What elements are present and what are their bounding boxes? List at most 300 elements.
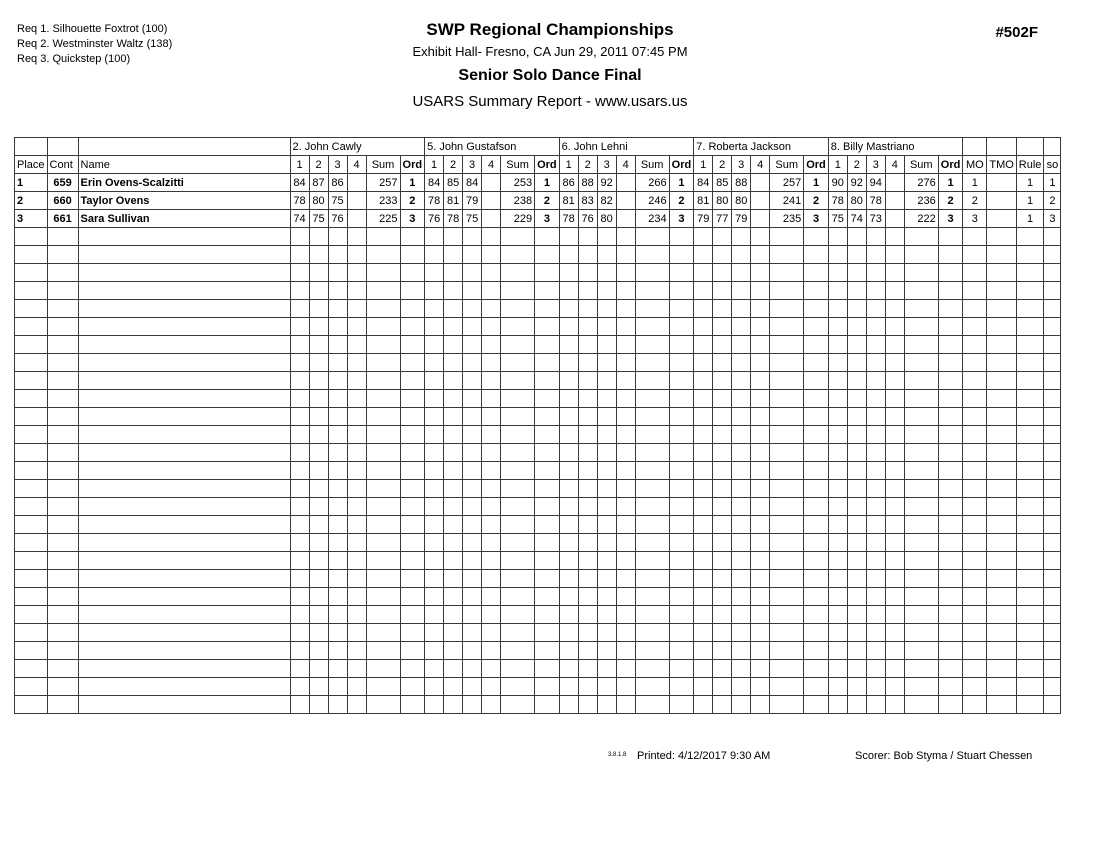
- score-cell: [616, 678, 635, 696]
- skater-name-cell: [78, 228, 290, 246]
- score-cell: [828, 408, 847, 426]
- score-cell: [290, 534, 309, 552]
- score-cell: [444, 354, 463, 372]
- score-cell: [559, 228, 578, 246]
- column-header: Sum: [501, 156, 535, 174]
- score-cell: [328, 498, 347, 516]
- ordinal-cell: [535, 570, 560, 588]
- sum-cell: [770, 606, 804, 624]
- sum-cell: [501, 606, 535, 624]
- ordinal-cell: [535, 426, 560, 444]
- score-cell: [751, 696, 770, 714]
- score-cell: [847, 300, 866, 318]
- tmo-cell: [987, 354, 1016, 372]
- place-cell: [15, 282, 48, 300]
- sum-cell: [770, 660, 804, 678]
- score-cell: [616, 192, 635, 210]
- contestant-number-cell: 661: [47, 210, 78, 228]
- score-cell: [444, 552, 463, 570]
- empty-row: [15, 354, 1061, 372]
- ordinal-cell: 2: [535, 192, 560, 210]
- place-cell: [15, 426, 48, 444]
- score-cell: [559, 516, 578, 534]
- score-cell: [463, 462, 482, 480]
- column-header: 3: [328, 156, 347, 174]
- sum-cell: [366, 354, 400, 372]
- sum-cell: 241: [770, 192, 804, 210]
- score-cell: [828, 426, 847, 444]
- score-cell: [559, 408, 578, 426]
- score-cell: [694, 264, 713, 282]
- score-cell: [578, 516, 597, 534]
- score-cell: [866, 642, 885, 660]
- score-cell: [290, 246, 309, 264]
- score-cell: [425, 372, 444, 390]
- score-cell: [444, 678, 463, 696]
- score-cell: [425, 390, 444, 408]
- ordinal-cell: [535, 642, 560, 660]
- score-cell: [885, 282, 904, 300]
- score-cell: [866, 282, 885, 300]
- so-cell: [1044, 588, 1061, 606]
- score-cell: [847, 444, 866, 462]
- score-cell: [463, 318, 482, 336]
- score-cell: [713, 678, 732, 696]
- sum-cell: [501, 552, 535, 570]
- sum-cell: 253: [501, 174, 535, 192]
- tmo-cell: [987, 552, 1016, 570]
- sum-cell: [501, 696, 535, 714]
- ordinal-cell: [400, 318, 425, 336]
- sum-cell: [904, 318, 938, 336]
- rule-cell: [1016, 552, 1044, 570]
- ordinal-cell: 3: [669, 210, 694, 228]
- sum-cell: [501, 624, 535, 642]
- sum-cell: [366, 444, 400, 462]
- column-header: Ord: [669, 156, 694, 174]
- rule-cell: [1016, 534, 1044, 552]
- blank-cell: [1016, 138, 1044, 156]
- ordinal-cell: [535, 678, 560, 696]
- sum-cell: [770, 246, 804, 264]
- skater-name-cell: [78, 444, 290, 462]
- so-cell: [1044, 660, 1061, 678]
- score-cell: [751, 552, 770, 570]
- score-cell: [732, 426, 751, 444]
- tmo-cell: [987, 444, 1016, 462]
- column-header: 4: [347, 156, 366, 174]
- sum-cell: [904, 552, 938, 570]
- score-cell: [347, 660, 366, 678]
- mo-cell: [963, 426, 987, 444]
- score-cell: [694, 552, 713, 570]
- skater-name-cell: Taylor Ovens: [78, 192, 290, 210]
- sum-cell: [501, 516, 535, 534]
- ordinal-cell: [804, 408, 829, 426]
- score-cell: [347, 192, 366, 210]
- score-cell: [713, 354, 732, 372]
- score-cell: [616, 228, 635, 246]
- ordinal-cell: [938, 300, 963, 318]
- score-cell: [732, 498, 751, 516]
- place-cell: [15, 228, 48, 246]
- score-cell: [559, 300, 578, 318]
- score-cell: [616, 642, 635, 660]
- score-cell: [559, 642, 578, 660]
- score-cell: [463, 516, 482, 534]
- score-cell: [559, 246, 578, 264]
- score-cell: [732, 300, 751, 318]
- score-cell: [328, 336, 347, 354]
- score-cell: [482, 606, 501, 624]
- score-cell: [578, 588, 597, 606]
- mo-cell: [963, 408, 987, 426]
- column-header: 4: [751, 156, 770, 174]
- score-cell: [559, 570, 578, 588]
- score-cell: [347, 624, 366, 642]
- score-cell: [751, 336, 770, 354]
- column-header: 2: [444, 156, 463, 174]
- ordinal-cell: [938, 696, 963, 714]
- score-cell: [847, 498, 866, 516]
- score-cell: [885, 480, 904, 498]
- sum-cell: [770, 516, 804, 534]
- blank-cell: [15, 138, 48, 156]
- ordinal-cell: [400, 588, 425, 606]
- score-cell: [828, 498, 847, 516]
- score-cell: [290, 318, 309, 336]
- sum-cell: [501, 480, 535, 498]
- score-cell: [885, 246, 904, 264]
- score-cell: [425, 480, 444, 498]
- ordinal-cell: [535, 606, 560, 624]
- blank-cell: [1044, 138, 1061, 156]
- sum-cell: [635, 534, 669, 552]
- skater-name-cell: [78, 372, 290, 390]
- sum-cell: [904, 300, 938, 318]
- so-cell: [1044, 624, 1061, 642]
- score-cell: [885, 570, 904, 588]
- score-cell: [713, 264, 732, 282]
- score-cell: [309, 372, 328, 390]
- score-cell: 83: [578, 192, 597, 210]
- tmo-cell: [987, 408, 1016, 426]
- ordinal-cell: [669, 246, 694, 264]
- score-cell: [559, 390, 578, 408]
- score-table: [14, 137, 1061, 714]
- empty-row: [15, 390, 1061, 408]
- score-cell: [309, 624, 328, 642]
- skater-name-cell: [78, 318, 290, 336]
- score-cell: [751, 192, 770, 210]
- tmo-cell: [987, 192, 1016, 210]
- ordinal-cell: [535, 318, 560, 336]
- score-cell: [597, 318, 616, 336]
- score-cell: [885, 390, 904, 408]
- score-cell: [885, 624, 904, 642]
- ordinal-cell: [669, 660, 694, 678]
- tmo-cell: [987, 624, 1016, 642]
- judge-header-row: [15, 138, 1061, 156]
- ordinal-cell: [669, 228, 694, 246]
- score-cell: [847, 426, 866, 444]
- so-cell: [1044, 318, 1061, 336]
- ordinal-cell: [400, 336, 425, 354]
- requirement-line: Req 2. Westminster Waltz (138): [17, 38, 173, 50]
- ordinal-cell: [400, 390, 425, 408]
- score-cell: [694, 336, 713, 354]
- column-header: Cont: [47, 156, 78, 174]
- mo-cell: [963, 498, 987, 516]
- score-cell: [751, 678, 770, 696]
- column-header: 1: [828, 156, 847, 174]
- score-cell: [885, 336, 904, 354]
- score-cell: [732, 318, 751, 336]
- score-cell: [694, 246, 713, 264]
- score-cell: [444, 282, 463, 300]
- ordinal-cell: [804, 570, 829, 588]
- score-cell: [732, 390, 751, 408]
- sum-cell: [904, 282, 938, 300]
- score-cell: [885, 228, 904, 246]
- blank-cell: [78, 138, 290, 156]
- ordinal-cell: [938, 390, 963, 408]
- ordinal-cell: [938, 516, 963, 534]
- sum-cell: [635, 372, 669, 390]
- ordinal-cell: [938, 678, 963, 696]
- column-header: 3: [463, 156, 482, 174]
- score-cell: 88: [732, 174, 751, 192]
- score-cell: [290, 642, 309, 660]
- score-cell: 76: [328, 210, 347, 228]
- score-cell: [328, 282, 347, 300]
- sum-cell: [904, 606, 938, 624]
- score-cell: [328, 318, 347, 336]
- score-cell: [347, 372, 366, 390]
- ordinal-cell: [400, 570, 425, 588]
- score-cell: [482, 408, 501, 426]
- score-cell: [828, 462, 847, 480]
- score-cell: 78: [828, 192, 847, 210]
- ordinal-cell: [804, 534, 829, 552]
- sum-cell: [770, 552, 804, 570]
- score-cell: [866, 624, 885, 642]
- sum-cell: [366, 282, 400, 300]
- ordinal-cell: [938, 624, 963, 642]
- score-cell: [732, 354, 751, 372]
- judge-name: 2. John Cawly: [290, 138, 425, 156]
- sum-cell: [366, 588, 400, 606]
- sum-cell: 276: [904, 174, 938, 192]
- score-cell: [751, 642, 770, 660]
- score-cell: [597, 300, 616, 318]
- ordinal-cell: [535, 534, 560, 552]
- contestant-number-cell: [47, 282, 78, 300]
- tmo-cell: [987, 480, 1016, 498]
- score-cell: [425, 426, 444, 444]
- score-cell: [713, 696, 732, 714]
- ordinal-cell: 2: [804, 192, 829, 210]
- requirement-line: Req 1. Silhouette Foxtrot (100): [17, 23, 168, 35]
- score-cell: [751, 282, 770, 300]
- score-cell: [597, 390, 616, 408]
- score-cell: [751, 264, 770, 282]
- empty-row: [15, 246, 1061, 264]
- ordinal-cell: 2: [938, 192, 963, 210]
- ordinal-cell: [400, 282, 425, 300]
- ordinal-cell: [669, 534, 694, 552]
- ordinal-cell: 1: [804, 174, 829, 192]
- score-cell: [828, 282, 847, 300]
- score-cell: [751, 300, 770, 318]
- sum-cell: [635, 246, 669, 264]
- judge-name: 6. John Lehni: [559, 138, 694, 156]
- tmo-cell: [987, 498, 1016, 516]
- score-cell: [347, 300, 366, 318]
- ordinal-cell: [804, 498, 829, 516]
- skater-name-cell: [78, 264, 290, 282]
- score-cell: [482, 696, 501, 714]
- score-cell: [885, 552, 904, 570]
- score-cell: [885, 354, 904, 372]
- sum-cell: [501, 660, 535, 678]
- empty-row: [15, 552, 1061, 570]
- score-cell: [694, 318, 713, 336]
- score-cell: [425, 624, 444, 642]
- skater-name-cell: [78, 516, 290, 534]
- ordinal-cell: [669, 318, 694, 336]
- ordinal-cell: [400, 300, 425, 318]
- sum-cell: [501, 570, 535, 588]
- blank-cell: [987, 138, 1016, 156]
- score-cell: [713, 390, 732, 408]
- score-cell: [482, 462, 501, 480]
- rule-cell: [1016, 264, 1044, 282]
- tmo-cell: [987, 372, 1016, 390]
- score-cell: [559, 678, 578, 696]
- empty-row: [15, 534, 1061, 552]
- mo-cell: [963, 372, 987, 390]
- score-cell: [482, 246, 501, 264]
- ordinal-cell: 2: [400, 192, 425, 210]
- score-cell: 81: [694, 192, 713, 210]
- rule-cell: [1016, 660, 1044, 678]
- judge-name: 8. Billy Mastriano: [828, 138, 963, 156]
- ordinal-cell: [669, 516, 694, 534]
- score-cell: [482, 516, 501, 534]
- ordinal-cell: [535, 696, 560, 714]
- ordinal-cell: [669, 264, 694, 282]
- score-cell: [694, 678, 713, 696]
- tmo-cell: [987, 696, 1016, 714]
- so-cell: 1: [1044, 174, 1061, 192]
- score-cell: [425, 246, 444, 264]
- contestant-number-cell: [47, 570, 78, 588]
- skater-name-cell: [78, 696, 290, 714]
- ordinal-cell: [400, 498, 425, 516]
- score-cell: [463, 696, 482, 714]
- sum-cell: 233: [366, 192, 400, 210]
- score-cell: [559, 552, 578, 570]
- score-cell: [425, 588, 444, 606]
- ordinal-cell: 1: [400, 174, 425, 192]
- rule-cell: [1016, 696, 1044, 714]
- sum-cell: [770, 642, 804, 660]
- score-cell: [597, 408, 616, 426]
- sum-cell: [366, 462, 400, 480]
- contestant-number-cell: [47, 462, 78, 480]
- sum-cell: [770, 462, 804, 480]
- score-cell: [713, 498, 732, 516]
- score-cell: [616, 660, 635, 678]
- ordinal-cell: [400, 606, 425, 624]
- rule-cell: [1016, 462, 1044, 480]
- so-cell: [1044, 372, 1061, 390]
- so-cell: [1044, 282, 1061, 300]
- score-cell: [290, 444, 309, 462]
- score-cell: [713, 534, 732, 552]
- score-cell: [559, 624, 578, 642]
- score-cell: [866, 426, 885, 444]
- mo-cell: 1: [963, 174, 987, 192]
- score-cell: [828, 570, 847, 588]
- score-cell: [885, 498, 904, 516]
- score-cell: 79: [732, 210, 751, 228]
- score-cell: [828, 300, 847, 318]
- judge-name: 5. John Gustafson: [425, 138, 560, 156]
- score-cell: [597, 678, 616, 696]
- place-cell: [15, 588, 48, 606]
- score-cell: [597, 462, 616, 480]
- score-cell: [694, 516, 713, 534]
- tmo-cell: [987, 660, 1016, 678]
- so-cell: [1044, 426, 1061, 444]
- score-cell: [694, 696, 713, 714]
- ordinal-cell: [804, 660, 829, 678]
- score-cell: 76: [578, 210, 597, 228]
- tmo-cell: [987, 588, 1016, 606]
- score-cell: [616, 210, 635, 228]
- ordinal-cell: 1: [938, 174, 963, 192]
- sum-cell: [904, 372, 938, 390]
- ordinal-cell: [669, 642, 694, 660]
- score-cell: [444, 318, 463, 336]
- skater-name-cell: [78, 534, 290, 552]
- empty-row: [15, 624, 1061, 642]
- skater-name-cell: Erin Ovens-Scalzitti: [78, 174, 290, 192]
- score-cell: [559, 318, 578, 336]
- score-cell: [444, 264, 463, 282]
- ordinal-cell: [400, 480, 425, 498]
- empty-row: [15, 480, 1061, 498]
- contestant-number-cell: [47, 228, 78, 246]
- sum-cell: [366, 660, 400, 678]
- score-cell: [828, 642, 847, 660]
- score-cell: [694, 660, 713, 678]
- ordinal-cell: [400, 354, 425, 372]
- sum-cell: [501, 534, 535, 552]
- sum-cell: [904, 642, 938, 660]
- score-cell: [290, 336, 309, 354]
- sum-cell: [635, 444, 669, 462]
- ordinal-cell: [938, 444, 963, 462]
- score-cell: [713, 588, 732, 606]
- score-cell: [866, 408, 885, 426]
- column-header: Place: [15, 156, 48, 174]
- score-cell: [328, 372, 347, 390]
- score-cell: [425, 354, 444, 372]
- score-cell: [597, 336, 616, 354]
